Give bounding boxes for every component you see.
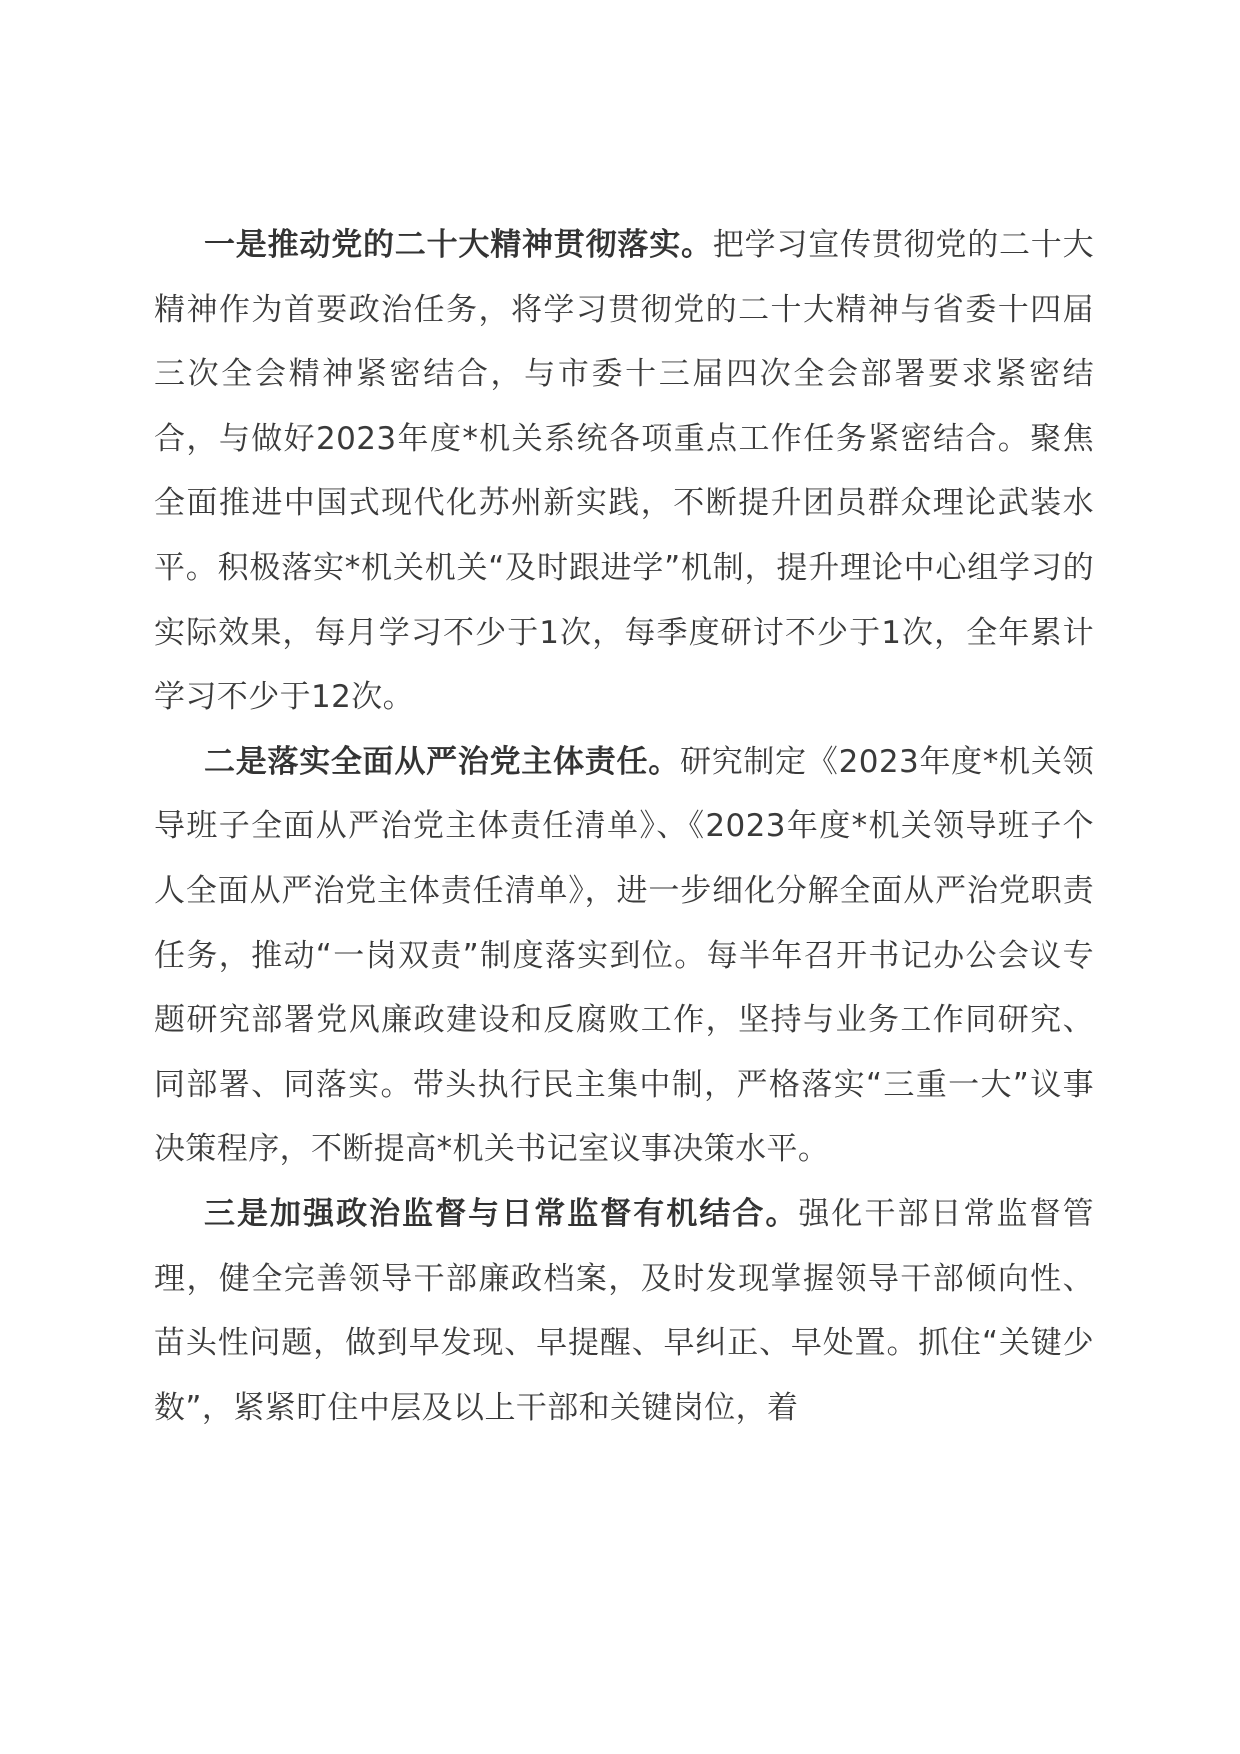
paragraph-1: [154, 213, 1094, 730]
paragraph-1-body: 把学习宣传贯彻党的二十大精神作为首要政治任务，将学习贯彻党的二十大精神与省委十四届三次全会精神紧密结合，与市委十三届四次全会部署要求紧密结合，与做好2023年度*机关系统各项重点工作任务紧密结合。聚焦全面推进中国式现代化苏州新实践，不断提升团员群众理论武装水平。积极落实*机关机关“及时跟进学”机制，提升理论中心组学习的实际效果，每月学习不少于1次，每季度研讨不少于1次，全年累计学习不少于12次。: [154, 227, 1094, 716]
paragraph-3-lead: 三是加强政治监督与日常监督有机结合。: [204, 1195, 799, 1232]
document-body: [154, 213, 1094, 1440]
paragraph-2: [154, 730, 1094, 1182]
paragraph-3-body: 强化干部日常监督管理，健全完善领导干部廉政档案，及时发现掌握领导干部倾向性、苗头性问题，做到早发现、早提醒、早纠正、早处置。抓住“关键少数”，紧紧盯住中层及以上干部和关键岗位，着: [154, 1195, 1094, 1426]
paragraph-2-lead: 二是落实全面从严治党主体责任。: [204, 743, 680, 780]
paragraph-3: [154, 1182, 1094, 1440]
paragraph-2-body: 研究制定《2023年度*机关领导班子全面从严治党主体责任清单》、《2023年度*机关领导班子个人全面从严治党主体责任清单》，进一步细化分解全面从严治党职责任务，推动“一岗双责”制度落实到位。每半年召开书记办公会议专题研究部署党风廉政建设和反腐败工作，坚持与业务工作同研究、同部署、同落实。带头执行民主集中制，严格落实“三重一大”议事决策程序，不断提高*机关书记室议事决策水平。: [154, 743, 1094, 1168]
paragraph-1-lead: 一是推动党的二十大精神贯彻落实。: [204, 227, 713, 263]
